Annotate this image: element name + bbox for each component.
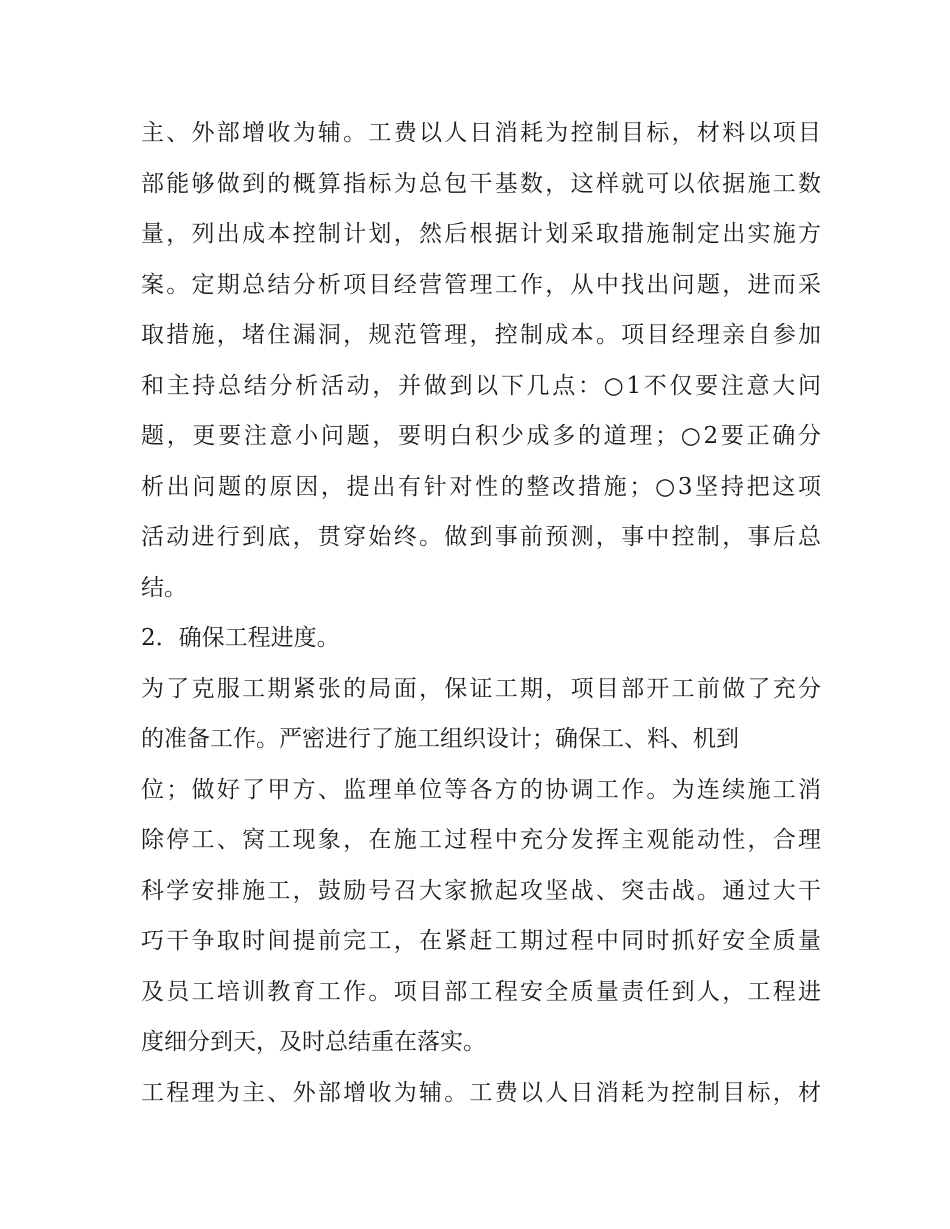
body-text-line: 工程理为主、外部增收为辅。工费以人日消耗为控制目标，材 [141, 1079, 821, 1106]
body-text-line: 取措施，堵住漏洞，规范管理，控制成本。项目经理亲自参加 [141, 322, 821, 348]
body-text-line: 活动进行到底，贯穿始终。做到事前预测，事中控制，事后总 [141, 524, 821, 550]
body-text-line: 量，列出成本控制计划，然后根据计划采取措施制定出实施方 [141, 221, 821, 247]
body-text-line: 和主持总结分析活动，并做到以下几点：○1不仅要注意大问 [141, 372, 821, 399]
body-text-line: 的准备工作。严密进行了施工组织设计；确保工、料、机到 [141, 726, 739, 752]
section-heading: 2．确保工程进度。 [141, 625, 340, 651]
body-text-line: 度细分到天，及时总结重在落实。 [141, 1029, 486, 1055]
body-text-line: 结。 [141, 574, 187, 601]
body-text-line: 位；做好了甲方、监理单位等各方的协调工作。为连续施工消 [141, 776, 821, 803]
document-body [141, 108, 821, 1118]
body-text-line: 及员工培训教育工作。项目部工程安全质量责任到人，工程进 [141, 978, 821, 1005]
body-text-line: 为了克服工期紧张的局面，保证工期，项目部开工前做了充分 [141, 675, 821, 702]
body-text-line: 科学安排施工，鼓励号召大家掀起攻坚战、突击战。通过大干 [141, 877, 821, 904]
body-text-line: 部能够做到的概算指标为总包干基数，这样就可以依据施工数 [141, 170, 821, 197]
body-text-line: 题，更要注意小问题，要明白积少成多的道理；○2要正确分 [141, 423, 821, 449]
body-text-line: 析出问题的原因，提出有针对性的整改措施；○3坚持把这项 [141, 473, 821, 500]
body-text-line: 巧干争取时间提前完工，在紧赶工期过程中同时抓好安全质量 [141, 928, 821, 954]
body-text-line: 案。定期总结分析项目经营管理工作，从中找出问题，进而采 [141, 271, 821, 298]
body-text-line: 主、外部增收为辅。工费以人日消耗为控制目标，材料以项目 [141, 120, 821, 146]
body-text-line: 除停工、窝工现象，在施工过程中充分发挥主观能动性，合理 [141, 827, 821, 853]
